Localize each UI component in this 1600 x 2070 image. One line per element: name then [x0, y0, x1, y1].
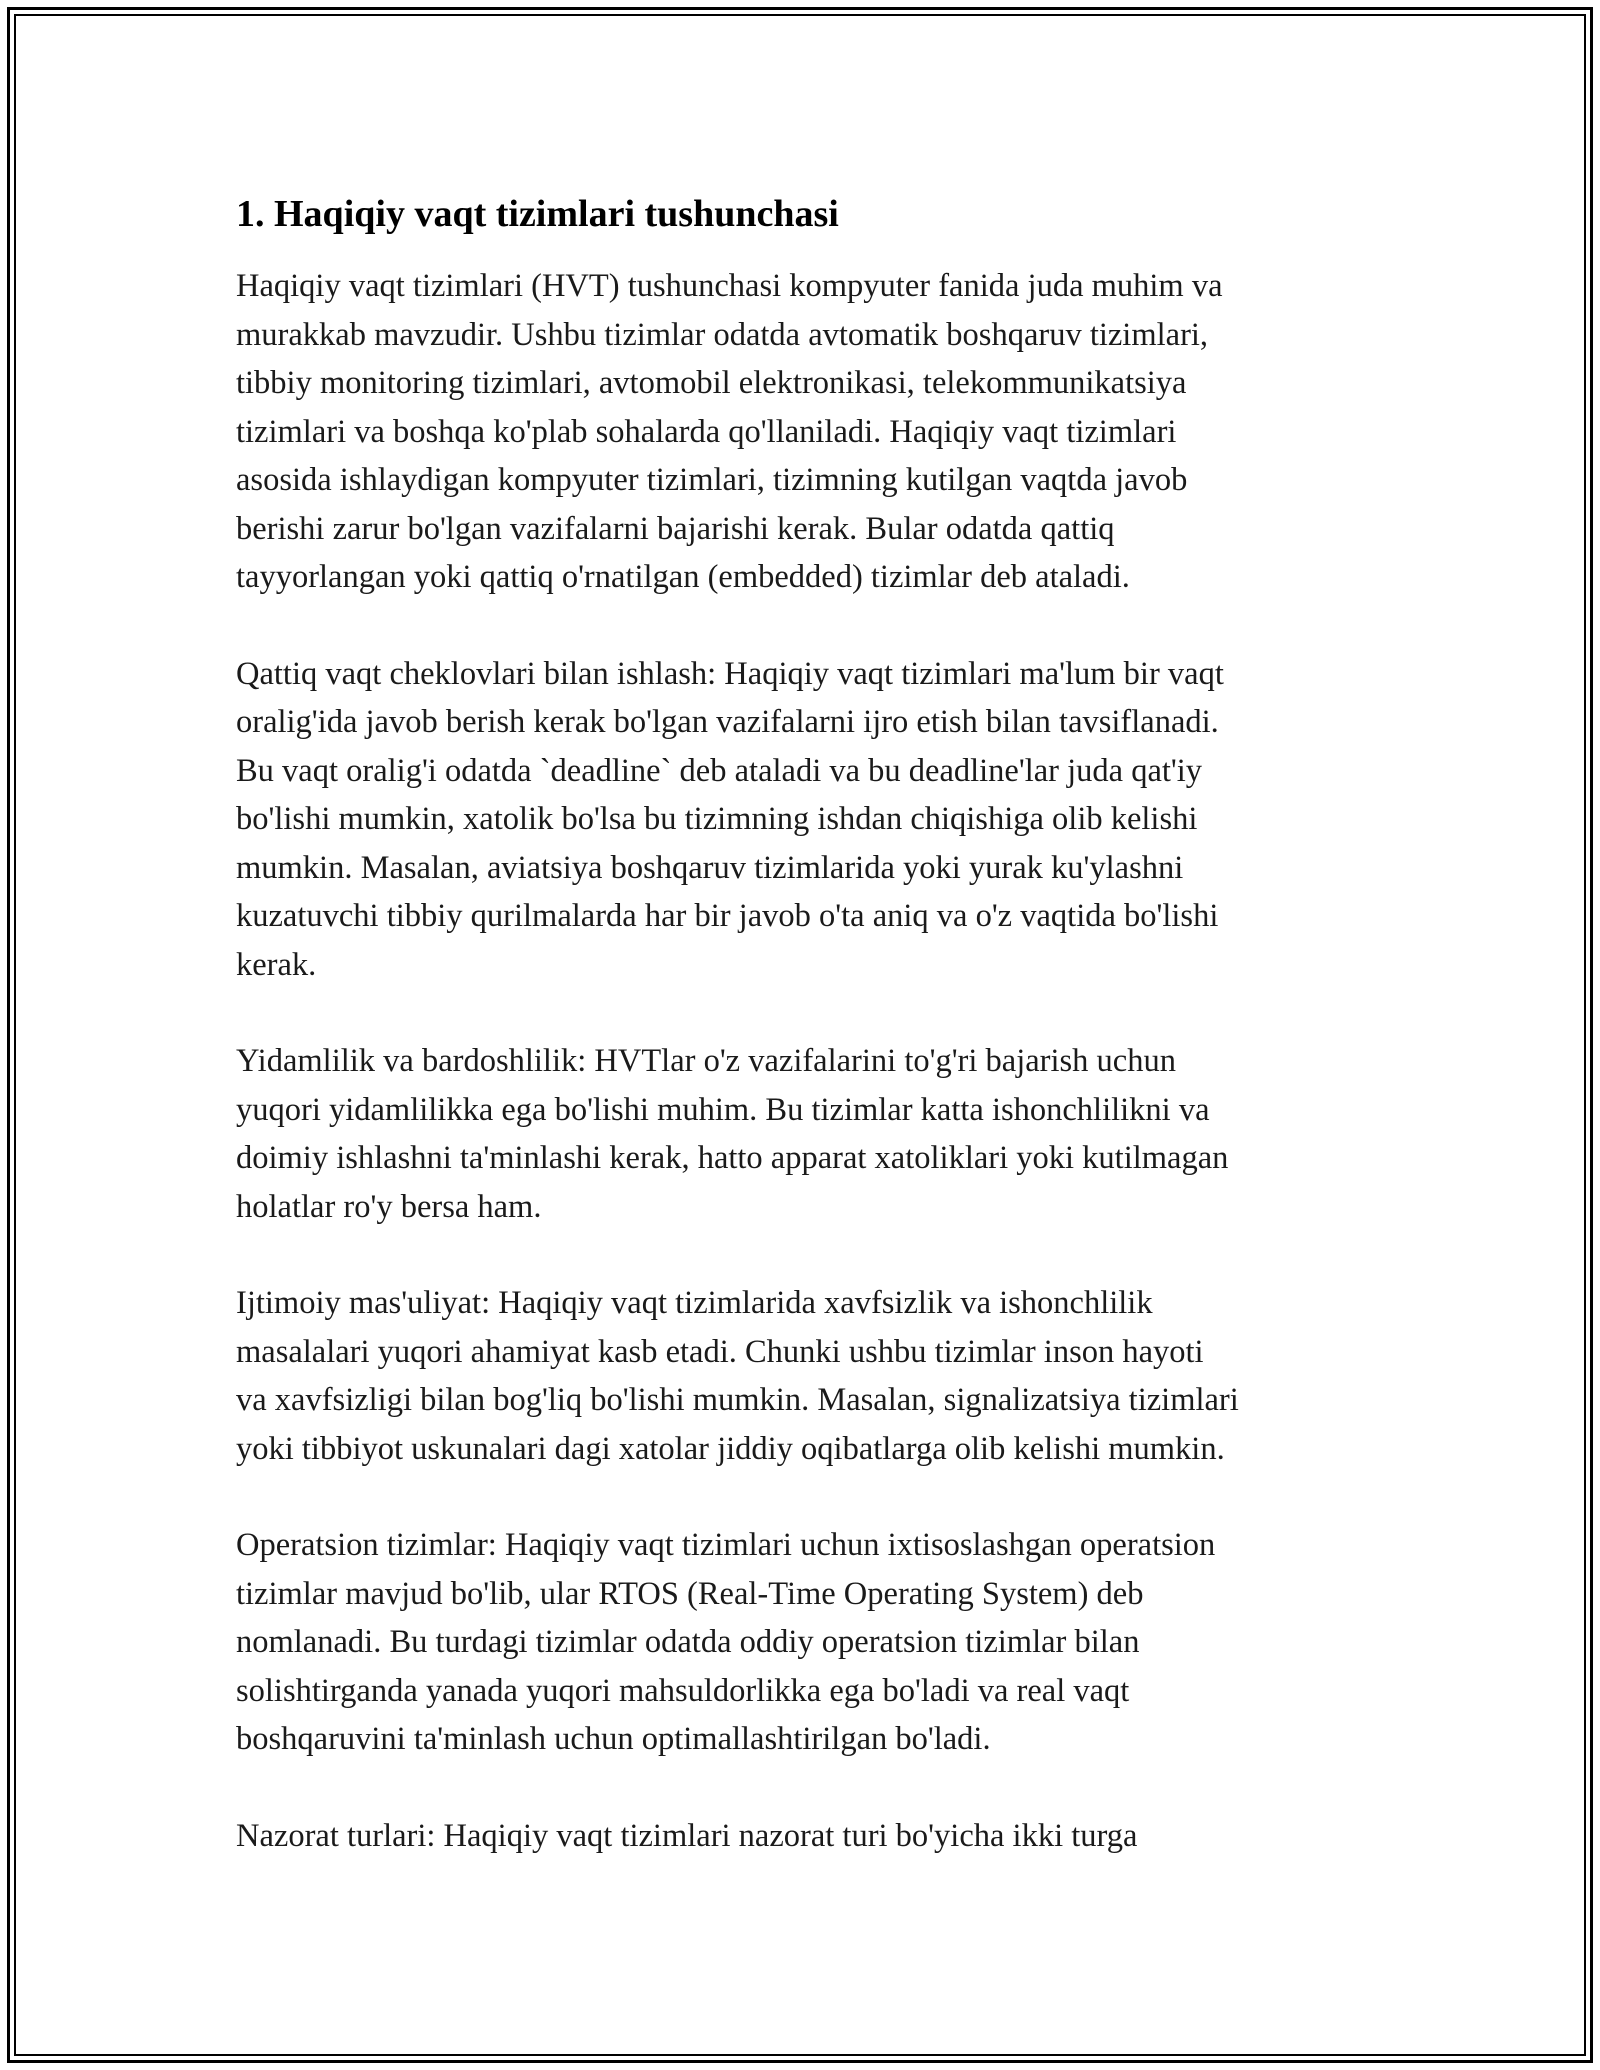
- paragraph-operating-systems: Operatsion tizimlar: Haqiqiy vaqt tizimlari uchun ixtisoslashgan operatsion tizimlar mavjud bo'lib, ular RTOS (Real-Time Operating System) deb nomlanadi. Bu turdagi tizimlar odatda oddiy operatsion tizimlar bilan solishtirganda yanada yuqori mahsuldorlikka ega bo'ladi va real vaqt boshqaruvini ta'minlash uchun optimallashtirilgan bo'ladi.: [236, 1527, 1216, 1757]
- paragraph-social-responsibility: Ijtimoiy mas'uliyat: Haqiqiy vaqt tizimlarida xavfsizlik va ishonchlilik masalalari yuqori ahamiyat kasb etadi. Chunki ushbu tizimlar inson hayoti va xavfsizligi bilan bog'liq bo'lishi mumkin. Masalan, signalizatsiya tizimlari yoki tibbiyot uskunalari dagi xatolar jiddiy oqibatlarga olib kelishi mumkin.: [236, 1285, 1239, 1467]
- document-body: [236, 184, 1386, 1860]
- paragraph-control-types: Nazorat turlari: Haqiqiy vaqt tizimlari nazorat turi bo'yicha ikki turga: [236, 1817, 1138, 1854]
- paragraph-reliability: Yidamlilik va bardoshlilik: HVTlar o'z vazifalarini to'g'ri bajarish uchun yuqori yidamlilikka ega bo'lishi muhim. Bu tizimlar katta ishonchlilikni va doimiy ishlashni ta'minlashi kerak, hatto apparat xatoliklari yoki kutilmagan holatlar ro'y bersa ham.: [236, 1043, 1229, 1225]
- paragraph-time-constraints: Qattiq vaqt cheklovlari bilan ishlash: Haqiqiy vaqt tizimlari ma'lum bir vaqt oralig'ida javob berish kerak bo'lgan vazifalarni ijro etish bilan tavsiflanadi. Bu vaqt oralig'i odatda `deadline` deb ataladi va bu deadline'lar juda qat'iy bo'lishi mumkin, xatolik bo'lsa bu tizimning ishdan chiqishiga olib kelishi mumkin. Masalan, aviatsiya boshqaruv tizimlarida yoki yurak ku'ylashni kuzatuvchi tibbiy qurilmalarda har bir javob o'ta aniq va o'z vaqtida bo'lishi kerak.: [236, 655, 1224, 983]
- paragraph-intro: Haqiqiy vaqt tizimlari (HVT) tushunchasi kompyuter fanida juda muhim va murakkab mavzudir. Ushbu tizimlar odatda avtomatik boshqaruv tizimlari, tibbiy monitoring tizimlari, avtomobil elektronikasi, telekommunikatsiya tizimlari va boshqa ko'plab sohalarda qo'llaniladi. Haqiqiy vaqt tizimlari asosida ishlaydigan kompyuter tizimlari, tizimning kutilgan vaqtda javob berishi zarur bo'lgan vazifalarni bajarishi kerak. Bular odatda qattiq tayyorlangan yoki qattiq o'rnatilgan (embedded) tizimlar deb ataladi.: [236, 268, 1223, 595]
- section-heading: 1. Haqiqiy vaqt tizimlari tushunchasi: [236, 193, 839, 235]
